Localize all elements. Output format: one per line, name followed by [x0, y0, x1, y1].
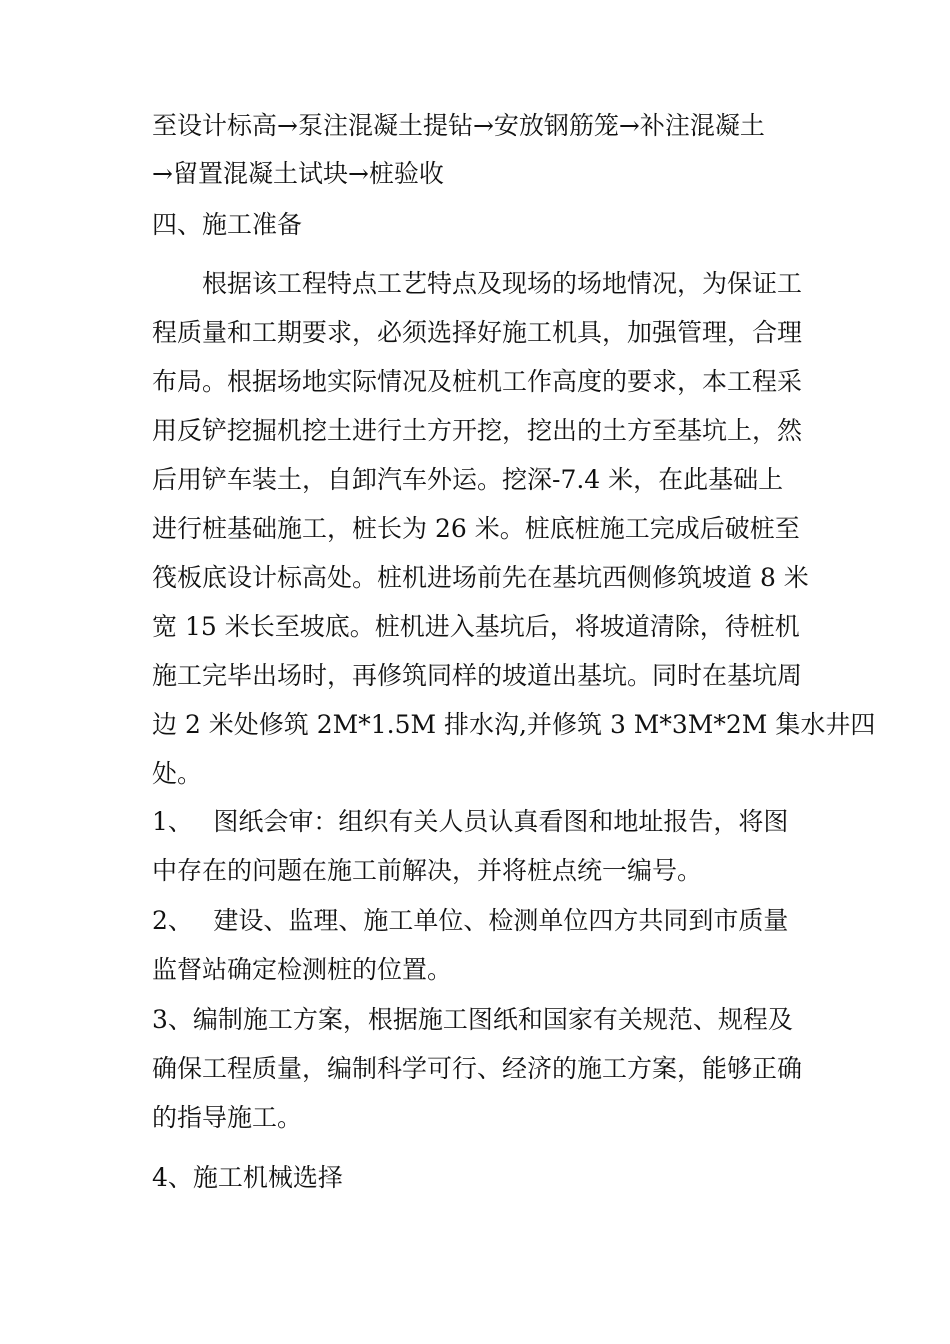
list-item-line: 2、 建设、监理、施工单位、检测单位四方共同到市质量: [152, 906, 789, 935]
paragraph-line: 后用铲车装土，自卸汽车外运。挖深-7.4 米，在此基础上: [152, 465, 784, 494]
paragraph-line: 施工完毕出场时，再修筑同样的坡道出基坑。同时在基坑周: [152, 661, 803, 690]
intro-line: →留置混凝土试块→桩验收: [152, 159, 444, 188]
paragraph-line: 程质量和工期要求，必须选择好施工机具，加强管理，合理: [152, 318, 803, 347]
paragraph-line: 布局。根据场地实际情况及桩机工作高度的要求，本工程采: [152, 367, 803, 396]
list-item-line: 的指导施工。: [152, 1103, 303, 1132]
list-item-line: 1、 图纸会审：组织有关人员认真看图和地址报告，将图: [152, 807, 789, 836]
paragraph-line: 根据该工程特点工艺特点及现场的场地情况，为保证工: [202, 269, 803, 298]
list-item-line: 3、编制施工方案，根据施工图纸和国家有关规范、规程及: [152, 1005, 793, 1034]
paragraph-line: 处。: [152, 759, 203, 788]
section-heading: 四、施工准备: [152, 210, 303, 239]
paragraph-line: 筏板底设计标高处。桩机进场前先在基坑西侧修筑坡道 8 米: [152, 563, 809, 592]
paragraph-line: 边 2 米处修筑 2M*1.5M 排水沟,并修筑 3 M*3M*2M 集水井四: [152, 710, 876, 739]
list-item-line: 监督站确定检测桩的位置。: [152, 955, 453, 984]
list-item-line: 4、施工机械选择: [152, 1163, 343, 1192]
list-item-line: 确保工程质量，编制科学可行、经济的施工方案，能够正确: [152, 1054, 803, 1083]
list-item-line: 中存在的问题在施工前解决，并将桩点统一编号。: [152, 856, 703, 885]
paragraph-line: 进行桩基础施工，桩长为 26 米。桩底桩施工完成后破桩至: [152, 514, 800, 543]
paragraph-line: 用反铲挖掘机挖土进行土方开挖，挖出的土方至基坑上，然: [152, 416, 803, 445]
paragraph-line: 宽 15 米长至坡底。桩机进入基坑后，将坡道清除，待桩机: [152, 612, 800, 641]
intro-line: 至设计标高→泵注混凝土提钻→安放钢筋笼→补注混凝土: [152, 111, 765, 140]
